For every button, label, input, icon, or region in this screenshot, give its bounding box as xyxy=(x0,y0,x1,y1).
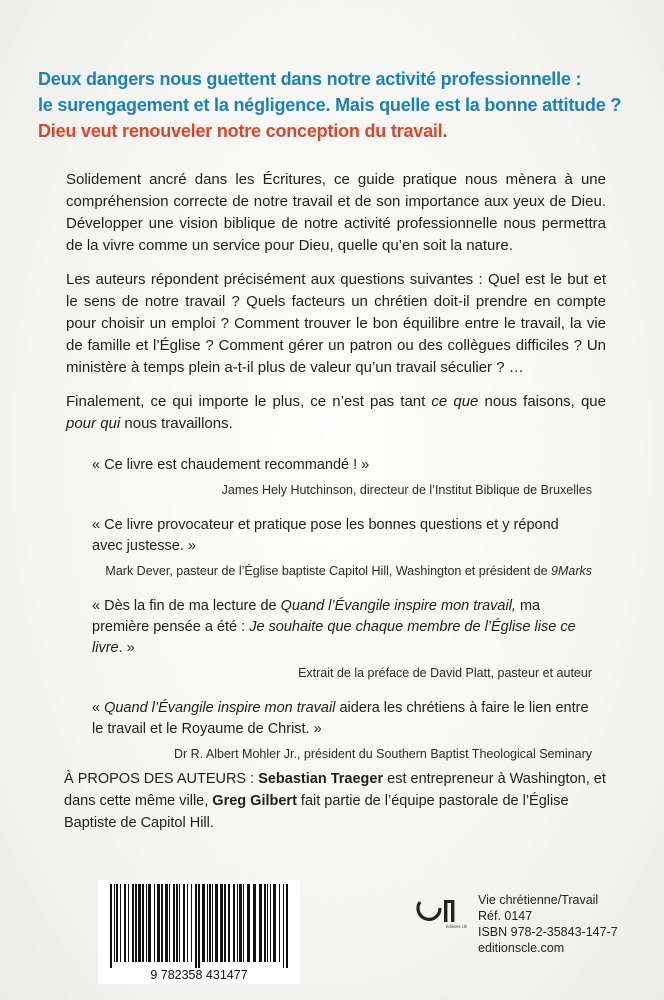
barcode-bar xyxy=(148,884,151,962)
endorsements xyxy=(92,455,592,779)
p3-part-b: nous faisons, que xyxy=(478,393,606,410)
endorsement-text xyxy=(92,596,592,659)
p3-part-a: Finalement, ce qui importe le plus, ce n’est pas tant xyxy=(66,393,432,410)
barcode-bar xyxy=(239,884,242,962)
headline-line-2: le surengagement et la négligence. Mais quelle est la bonne attitude ? xyxy=(38,95,622,115)
endorsement-text xyxy=(92,698,592,740)
barcode-bar xyxy=(132,884,134,962)
barcode-bar xyxy=(233,884,235,962)
barcode-bar xyxy=(183,884,185,962)
publisher-info xyxy=(478,892,638,956)
barcode-bar xyxy=(237,884,238,962)
barcode-bar xyxy=(191,884,192,962)
barcode-bar xyxy=(154,884,155,962)
barcode-bar xyxy=(224,884,226,962)
barcode-bar xyxy=(146,884,147,962)
p3-emphasis-1: ce que xyxy=(431,393,479,410)
barcode-bar xyxy=(228,884,230,962)
book-reference: Réf. 0147 xyxy=(478,909,533,923)
cle-logo-icon xyxy=(414,894,474,930)
barcode-bar xyxy=(220,884,223,962)
quote-book-title: Quand l’Évangile inspire mon travail, xyxy=(280,598,516,614)
barcode-bar xyxy=(142,884,144,962)
about-text-2: fait partie de l’équipe pastorale de l’Église Baptiste de Capitol Hill. xyxy=(64,793,569,831)
barcode-bar xyxy=(264,884,266,962)
quote-part-b: ma première pensée a été : xyxy=(92,598,541,635)
endorsement-text: « Ce livre provocateur et pratique pose les bonnes questions et y répond avec justesse. » xyxy=(92,517,559,554)
endorsement-3 xyxy=(92,596,592,682)
p3-emphasis-2: pour qui xyxy=(66,415,121,432)
barcode-bar xyxy=(270,884,271,962)
endorsement-attribution: Extrait de la préface de David Platt, pasteur et auteur xyxy=(298,666,592,680)
barcode-bar xyxy=(176,884,178,962)
endorsement-attribution xyxy=(92,562,592,580)
isbn-barcode xyxy=(98,880,300,984)
barcode-bar xyxy=(286,884,288,968)
description-paragraph-3 xyxy=(66,391,606,435)
logo-caption: éditions clé xyxy=(446,924,467,929)
quote-part-a: « Dès la fin de ma lecture de xyxy=(92,598,281,614)
about-authors xyxy=(64,768,609,834)
barcode-bar xyxy=(187,884,188,962)
barcode-bar xyxy=(209,884,211,962)
barcode-bar xyxy=(243,884,244,962)
barcode-bar xyxy=(179,884,180,962)
barcode-bar xyxy=(110,884,112,968)
book-category: Vie chrétienne/Travail xyxy=(478,893,599,907)
quote-part-b: aidera les chrétiens à faire le lien entre le travail et le Royaume de Christ. » xyxy=(92,700,589,737)
endorsement-attribution: Dr R. Albert Mohler Jr., président du Southern Baptist Theological Seminary xyxy=(173,747,592,761)
author-1-name: Sebastian Traeger xyxy=(258,771,384,787)
barcode-bar xyxy=(173,884,175,962)
endorsement-2 xyxy=(92,515,592,580)
barcode-bar xyxy=(116,884,118,962)
quote-book-title: Quand l’Évangile inspire mon travail xyxy=(104,700,336,716)
quote-part-a: « xyxy=(92,700,105,716)
endorsement-attribution: James Hely Hutchinson, directeur de l’Institut Biblique de Bruxelles xyxy=(221,483,592,497)
barcode-bar xyxy=(128,884,129,962)
barcode-bar xyxy=(124,884,126,962)
headline xyxy=(38,66,638,144)
endorsement-4 xyxy=(92,698,592,763)
about-label: À PROPOS DES AUTEURS : xyxy=(64,771,259,787)
barcode-bar xyxy=(161,884,163,962)
book-isbn: ISBN 978-2-35843-147-7 xyxy=(478,925,618,939)
headline-line-3: Dieu veut renouveler notre conception du travail. xyxy=(38,121,448,141)
endorsement-1 xyxy=(92,455,592,499)
barcode-bar xyxy=(273,884,276,962)
barcode-bar xyxy=(165,884,168,962)
barcode-bar xyxy=(207,884,208,962)
barcode-bar xyxy=(212,884,213,962)
barcode-bar xyxy=(120,884,121,962)
p3-part-c: nous travaillons. xyxy=(120,415,233,432)
barcode-bar xyxy=(202,884,205,962)
barcode-bar xyxy=(169,884,170,962)
barcode-graphic xyxy=(98,880,300,984)
publisher-website: editionscle.com xyxy=(478,941,565,955)
barcode-bar xyxy=(279,884,280,962)
barcode-bar xyxy=(283,884,284,968)
barcode-bar xyxy=(157,884,160,962)
barcode-digits: 9 782358 431477 xyxy=(150,968,248,982)
attribution-emphasis: 9Marks xyxy=(551,564,592,578)
barcode-bar xyxy=(198,884,200,968)
publisher-logo xyxy=(414,894,474,930)
quote-emphasis: Je souhaite que chaque membre de l’Église lise ce livre xyxy=(92,619,576,656)
barcode-bar xyxy=(259,884,262,962)
description-paragraph-1: Solidement ancré dans les Écritures, ce guide pratique nous mènera à une compréhension correcte de notre travail et de son importance aux yeux de Dieu. Développer une vision biblique de notre activité professionnelle nous permettra de la vivre comme un service pour Dieu, quelle qu’en soit la nature. xyxy=(66,171,606,254)
about-text-1: est entrepreneur à Washington, et dans cette même ville, xyxy=(64,771,606,809)
barcode-bar xyxy=(247,884,250,962)
barcode-bar xyxy=(215,884,218,962)
attribution-part-a: Mark Dever, pasteur de l’Église baptiste Capitol Hill, Washington et président de xyxy=(105,564,552,578)
barcode-bar xyxy=(267,884,268,962)
author-2-name: Greg Gilbert xyxy=(212,793,297,809)
description-paragraph-2: Les auteurs répondent précisément aux questions suivantes : Quel est le but et le sens de notre travail ? Quels facteurs un chrétien doit-il prendre en compte pour choisir un emploi ? Comment trouver le bon équilibre entre le travail, la vie de famille et l’Église ? Comment gérer un patron ou des collègues difficiles ? Un ministère à temps plein a-t-il plus de valeur qu’un travail séculier ? … xyxy=(66,271,606,376)
barcode-bar xyxy=(135,884,137,962)
barcode-bar xyxy=(114,884,115,962)
endorsement-text: « Ce livre est chaudement recommandé ! » xyxy=(92,457,370,473)
quote-part-c: . » xyxy=(118,640,135,656)
description xyxy=(66,169,606,447)
headline-line-1: Deux dangers nous guettent dans notre activité professionnelle : xyxy=(38,69,582,89)
barcode-bar xyxy=(138,884,141,962)
barcode-bar xyxy=(253,884,256,962)
barcode-bar xyxy=(195,884,197,968)
